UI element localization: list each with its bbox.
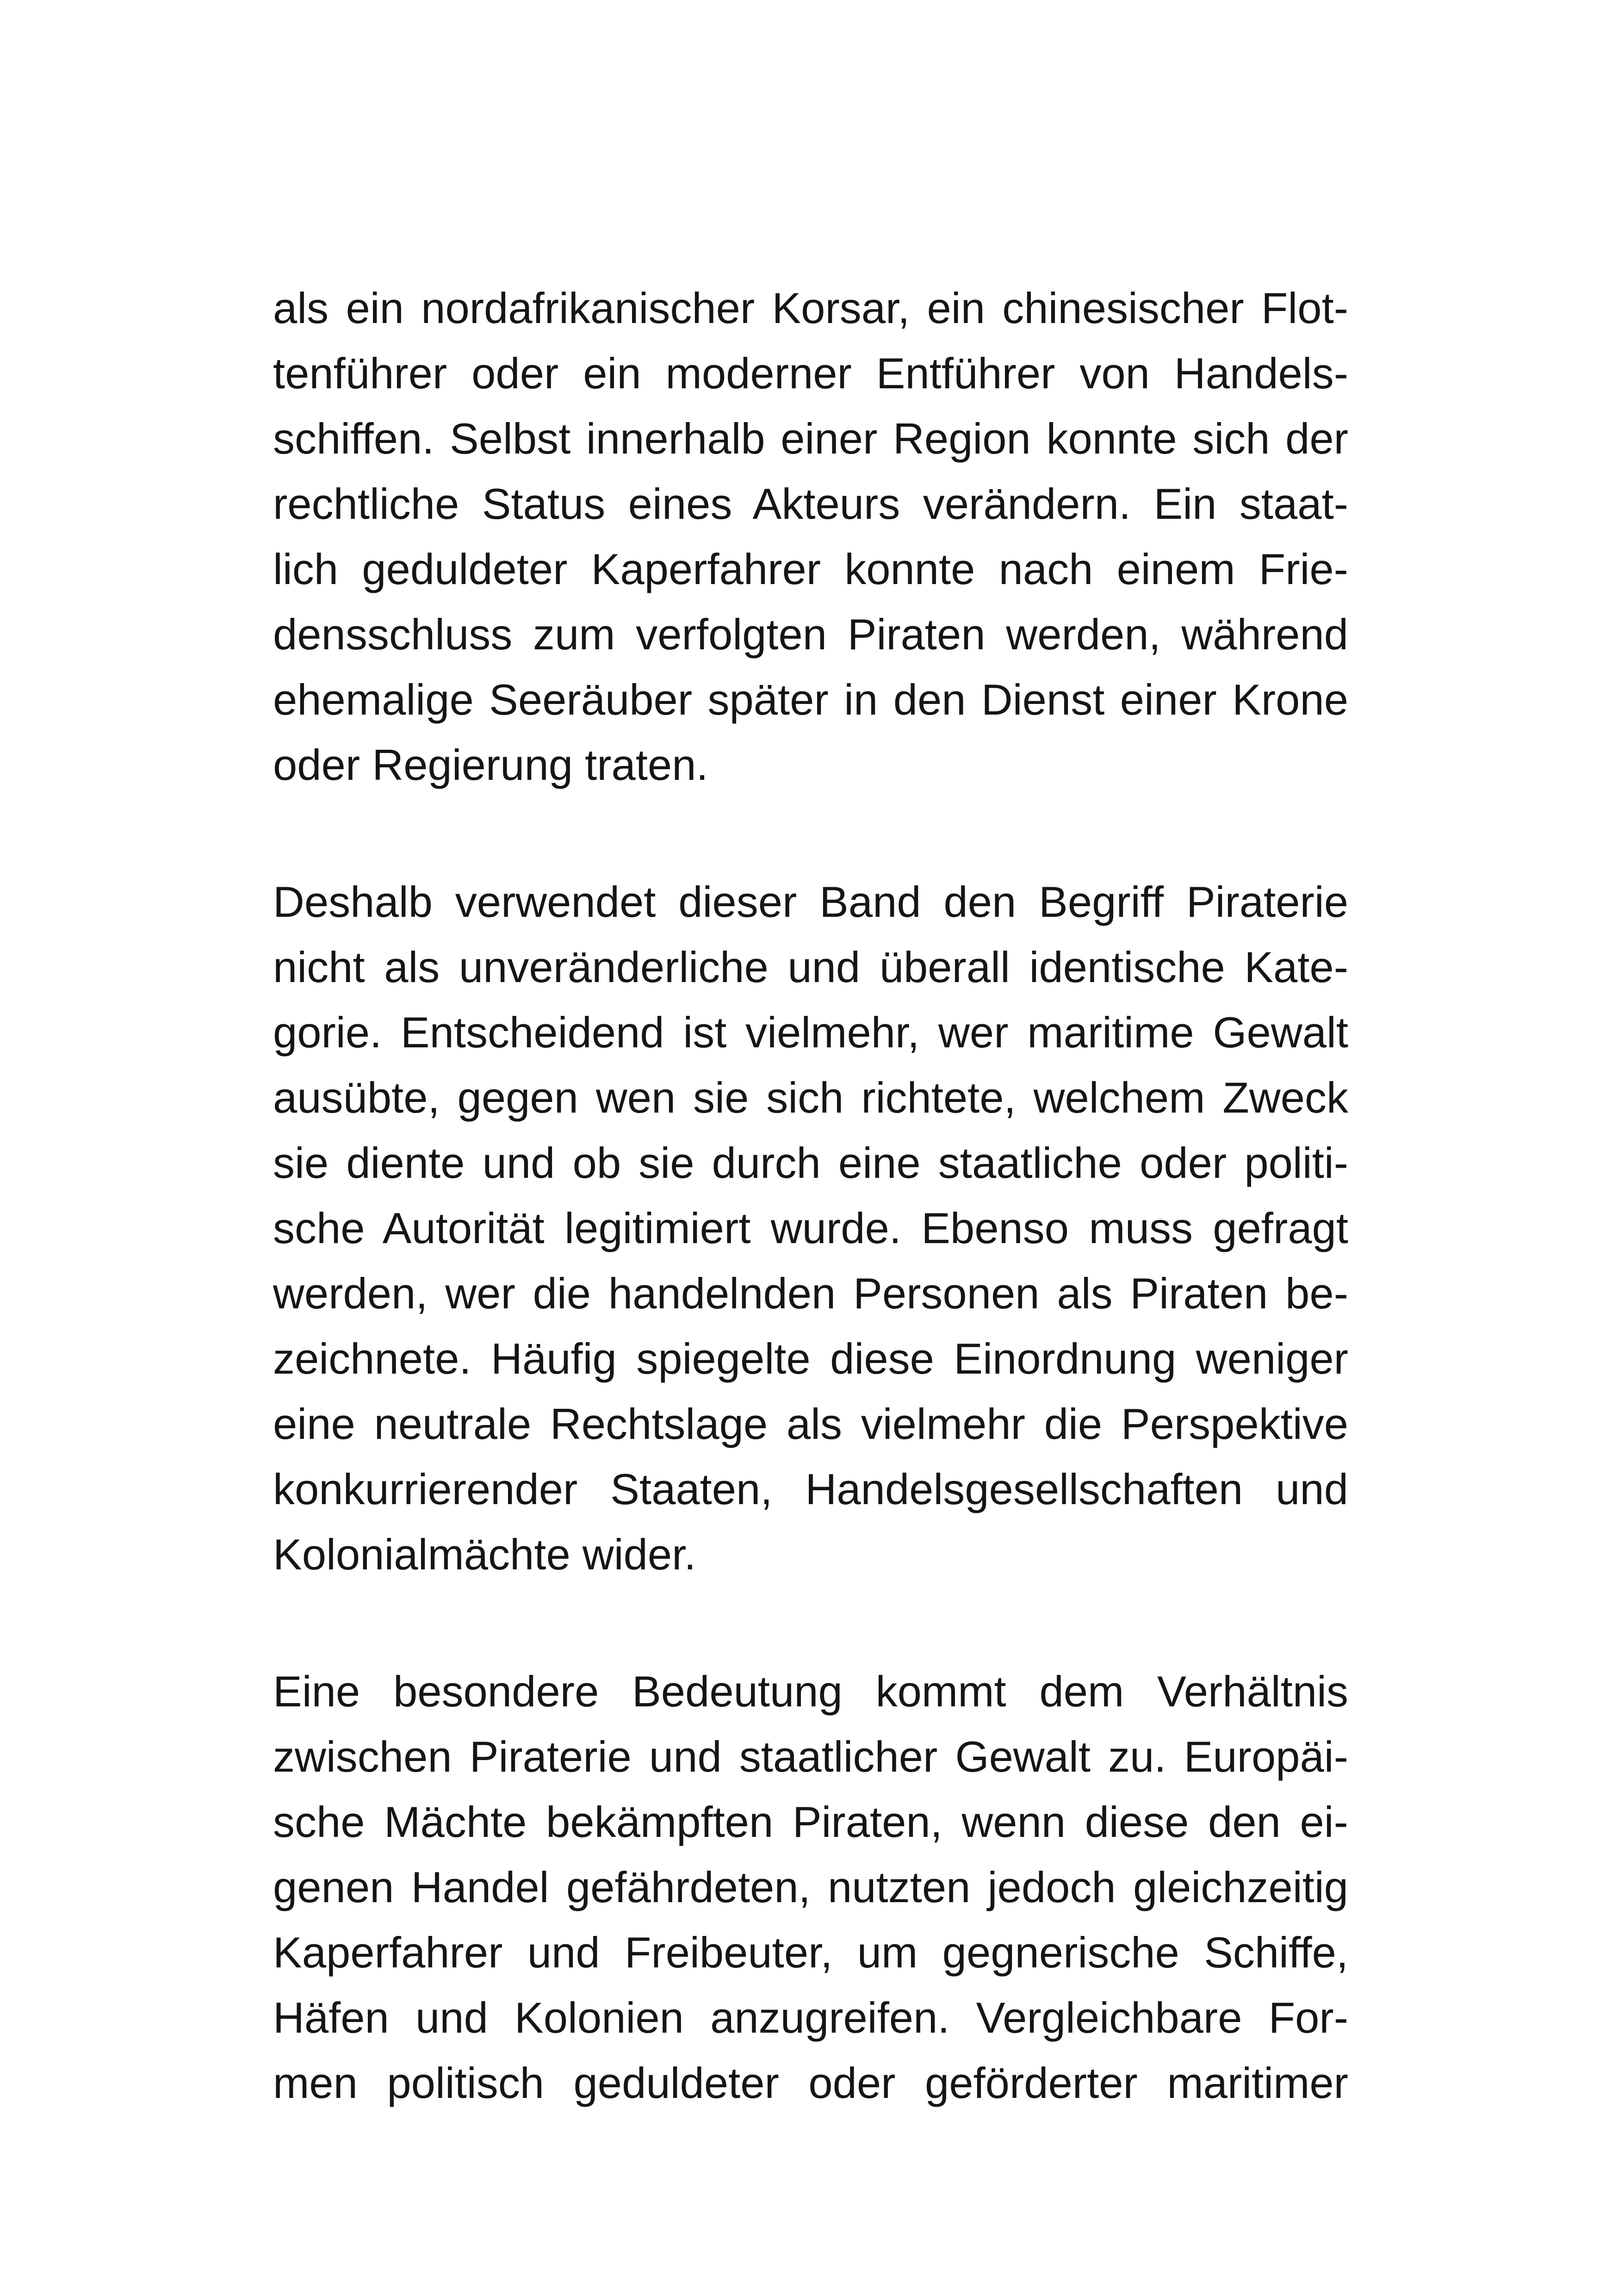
text-line: ausübte, gegen wen sie sich richtete, welchem Zweck	[273, 1073, 1348, 1122]
paragraph	[273, 1659, 1348, 2116]
text-line: zeichnete. Häufig spiegelte diese Einordnung weniger	[273, 1334, 1348, 1383]
text-line: als ein nordafrikanischer Korsar, ein chinesischer Flot-	[273, 284, 1348, 332]
text-line: densschluss zum verfolgten Piraten werden, während	[273, 610, 1348, 659]
text-line: sche Autorität legitimiert wurde. Ebenso muss gefragt	[273, 1204, 1348, 1252]
text-line: sche Mächte bekämpften Piraten, wenn diese den ei-	[273, 1798, 1348, 1846]
text-line: gorie. Entscheidend ist vielmehr, wer maritime Gewalt	[273, 1008, 1348, 1057]
paragraph	[273, 869, 1348, 1587]
text-line: ehemalige Seeräuber später in den Dienst einer Krone	[273, 675, 1348, 724]
text-line: konkurrierender Staaten, Handelsgesellschaften und	[273, 1465, 1348, 1513]
text-line: men politisch geduldeter oder geförderter maritimer	[273, 2059, 1348, 2107]
text-line: oder Regierung traten.	[273, 740, 708, 789]
text-line: lich geduldeter Kaperfahrer konnte nach einem Frie-	[273, 545, 1348, 593]
text-line: genen Handel gefährdeten, nutzten jedoch gleichzeitig	[273, 1863, 1348, 1911]
text-line: eine neutrale Rechtslage als vielmehr die Perspektive	[273, 1400, 1348, 1448]
text-line: nicht als unveränderliche und überall identische Kate-	[273, 943, 1348, 991]
text-line: Kaperfahrer und Freibeuter, um gegnerische Schiffe,	[273, 1928, 1348, 1977]
text-line: Kolonialmächte wider.	[273, 1530, 696, 1579]
text-line: tenführer oder ein moderner Entführer von Handels-	[273, 349, 1348, 398]
text-line: sie diente und ob sie durch eine staatliche oder politi-	[273, 1139, 1348, 1187]
text-line: Deshalb verwendet dieser Band den Begriff Piraterie	[273, 877, 1348, 926]
text-line: schiffen. Selbst innerhalb einer Region konnte sich der	[273, 414, 1348, 463]
text-line: Häfen und Kolonien anzugreifen. Vergleichbare For-	[273, 1993, 1348, 2042]
body-text	[273, 275, 1348, 2116]
text-line: Eine besondere Bedeutung kommt dem Verhältnis	[273, 1667, 1348, 1716]
text-line: zwischen Piraterie und staatlicher Gewalt zu. Europäi-	[273, 1732, 1348, 1781]
paragraph	[273, 275, 1348, 797]
text-line: rechtliche Status eines Akteurs verändern. Ein staat-	[273, 479, 1348, 528]
text-line: werden, wer die handelnden Personen als Piraten be-	[273, 1269, 1348, 1318]
